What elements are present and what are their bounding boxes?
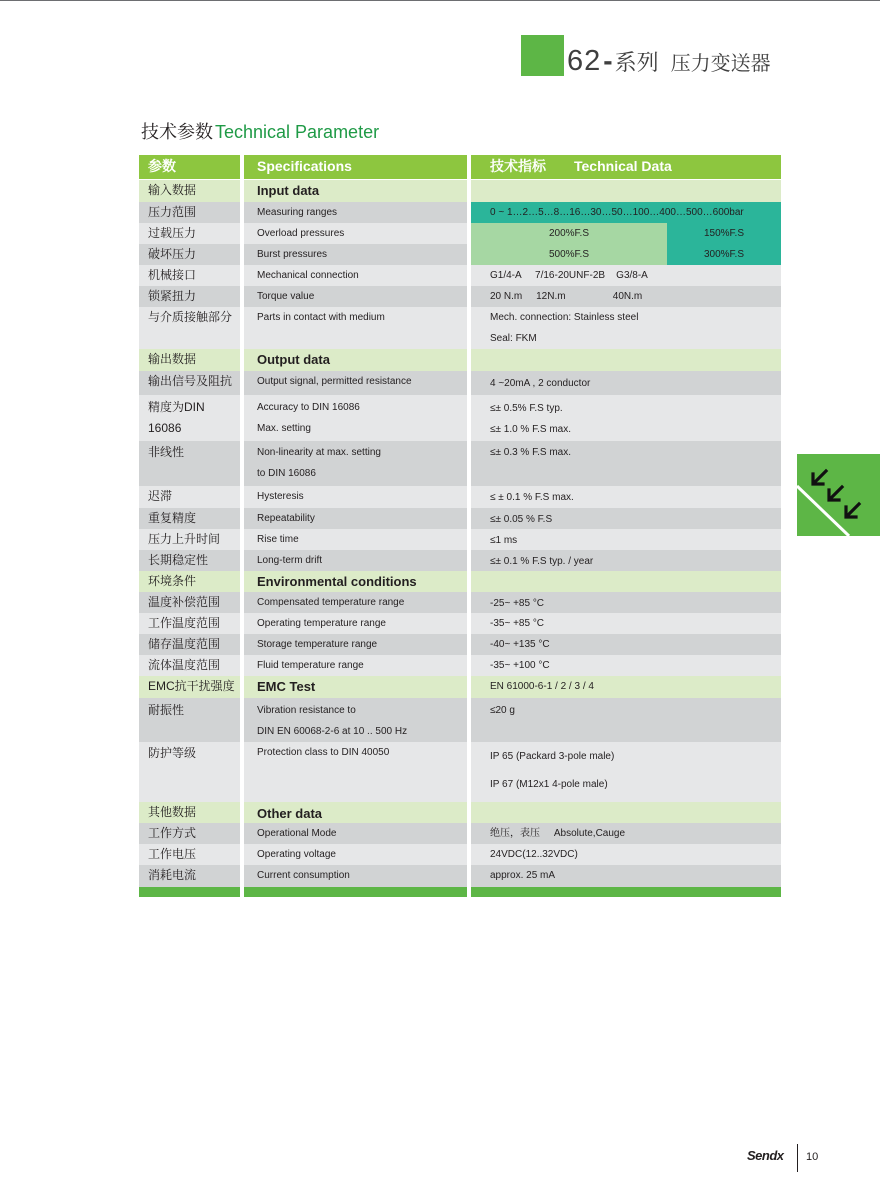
arrows-down-left-icon <box>797 454 880 536</box>
group-label-en: EMC Test <box>244 676 467 698</box>
param-cn: 锁紧扭力 <box>139 286 240 307</box>
param-value: 20 N.m 12N.m 40N.m <box>471 286 781 307</box>
param-value: ≤± 0.1 % F.S typ. / year <box>471 550 781 571</box>
table-row <box>139 486 781 508</box>
param-value: -35~ +100 °C <box>471 655 781 676</box>
table-row <box>139 529 781 550</box>
param-en: Output signal, permitted resistance <box>244 371 467 395</box>
param-en: Hysteresis <box>244 486 467 508</box>
param-cn: 非线性 <box>139 441 240 486</box>
brand-logo: Sendx <box>747 1148 784 1163</box>
param-cn: 防护等级 <box>139 742 240 802</box>
group-label-en: Other data <box>244 802 467 823</box>
param-value <box>471 742 781 802</box>
group-label-cn: 环境条件 <box>139 571 240 592</box>
param-cn: 耐振性 <box>139 698 240 742</box>
param-en-line-2: Max. setting <box>257 423 311 434</box>
param-cn: 过载压力 <box>139 223 240 244</box>
table-row <box>139 592 781 613</box>
param-en: Overload pressures <box>244 223 467 244</box>
header-green-square <box>521 35 564 76</box>
param-value <box>471 307 781 349</box>
technical-table <box>139 155 781 897</box>
param-en-line-1: Accuracy to DIN 16086 <box>257 402 360 413</box>
footer-divider <box>797 1144 798 1172</box>
param-en <box>244 441 467 486</box>
param-cn: 压力上升时间 <box>139 529 240 550</box>
value-segment-a: 500%F.S <box>471 244 667 265</box>
table-row <box>139 307 781 349</box>
group-label-en: Environmental conditions <box>244 571 467 592</box>
param-en: Rise time <box>244 529 467 550</box>
param-value: -40~ +135 °C <box>471 634 781 655</box>
param-en-line-2: DIN EN 60068-2-6 at 10 .. 500 Hz <box>257 726 408 737</box>
section-title-en: Technical Parameter <box>215 122 380 142</box>
param-value: G1/4-A 7/16-20UNF-2B G3/8-A <box>471 265 781 286</box>
header-col-param: 参数 <box>139 155 240 179</box>
group-row-emc <box>139 676 781 698</box>
table-row <box>139 508 781 529</box>
group-label-en: Input data <box>244 180 467 202</box>
param-en: Protection class to DIN 40050 <box>244 742 467 802</box>
table-row <box>139 286 781 307</box>
value-line-2: IP 67 (M12x1 4-pole male) <box>490 779 608 790</box>
param-cn: 工作电压 <box>139 844 240 865</box>
table-row <box>139 698 781 742</box>
param-value <box>471 223 781 244</box>
param-value <box>471 395 781 441</box>
param-value: ≤± 0.05 % F.S <box>471 508 781 529</box>
param-value: 4 ~20mA , 2 conductor <box>471 371 781 395</box>
table-row <box>139 550 781 571</box>
value-line-1: Mech. connection: Stainless steel <box>490 312 639 323</box>
table-row <box>139 655 781 676</box>
series-dash: - <box>603 45 613 76</box>
param-en: Measuring ranges <box>244 202 467 223</box>
table-header-row <box>139 155 781 179</box>
param-en: Repeatability <box>244 508 467 529</box>
table-row <box>139 441 781 486</box>
param-value: -25~ +85 °C <box>471 592 781 613</box>
table-row <box>139 223 781 244</box>
table-footer-bar <box>139 887 781 897</box>
page-number: 10 <box>806 1151 819 1163</box>
top-rule <box>0 0 880 1</box>
value-segment-b: 300%F.S <box>667 244 781 265</box>
param-cn: 迟滞 <box>139 486 240 508</box>
param-value: approx. 25 mA <box>471 865 781 887</box>
param-cn: 破坏压力 <box>139 244 240 265</box>
section-title <box>141 118 379 144</box>
group-value <box>471 571 781 592</box>
series-number: 62 <box>567 45 602 77</box>
param-en: Operating voltage <box>244 844 467 865</box>
page-header-title <box>567 45 771 78</box>
group-label-cn: EMC抗干扰强度 <box>139 676 240 698</box>
param-en: Torque value <box>244 286 467 307</box>
side-tab <box>797 454 880 536</box>
table-row <box>139 742 781 802</box>
param-cn: 输出信号及阻抗 <box>139 371 240 395</box>
table-row <box>139 613 781 634</box>
param-en: Operational Mode <box>244 823 467 844</box>
group-value: EN 61000-6-1 / 2 / 3 / 4 <box>471 676 781 698</box>
param-en: Long-term drift <box>244 550 467 571</box>
value-line-1: ≤± 0.5% F.S typ. <box>490 403 563 414</box>
param-en-line-2: to DIN 16086 <box>257 468 316 479</box>
group-value <box>471 180 781 202</box>
value-line-2: ≤± 1.0 % F.S max. <box>490 424 572 435</box>
range-teal-cell: 0 ~ 1…2…5…8…16…30…50…100…400…500…600bar <box>471 202 781 223</box>
param-cn: 精度为DIN 16086 <box>139 395 240 441</box>
param-cn: 工作温度范围 <box>139 613 240 634</box>
header-col-spec: Specifications <box>244 155 467 179</box>
table-row <box>139 634 781 655</box>
footer-bar-2 <box>244 887 467 897</box>
header-col-data-en: Technical Data <box>574 158 672 174</box>
value-line-1: IP 65 (Packard 3-pole male) <box>490 751 615 762</box>
product-name: 压力变送器 <box>670 53 771 75</box>
param-en: Current consumption <box>244 865 467 887</box>
param-en-line-1: Vibration resistance to <box>257 705 356 716</box>
param-value <box>471 202 781 223</box>
param-cn: 重复精度 <box>139 508 240 529</box>
header-col-data-cn: 技术指标 <box>490 158 546 174</box>
table-row <box>139 244 781 265</box>
section-title-cn: 技术参数 <box>141 122 213 142</box>
param-cn: 工作方式 <box>139 823 240 844</box>
param-en: Parts in contact with medium <box>244 307 467 349</box>
param-en: Operating temperature range <box>244 613 467 634</box>
value-line-2: Seal: FKM <box>490 333 537 344</box>
param-cn: 长期稳定性 <box>139 550 240 571</box>
param-value <box>471 244 781 265</box>
param-en: Fluid temperature range <box>244 655 467 676</box>
param-value: ≤20 g <box>471 698 781 742</box>
param-en <box>244 698 467 742</box>
group-label-cn: 输出数据 <box>139 349 240 371</box>
param-cn: 机械接口 <box>139 265 240 286</box>
value-segment-a: 200%F.S <box>471 223 667 244</box>
footer-bar-1 <box>139 887 240 897</box>
param-cn: 与介质接触部分 <box>139 307 240 349</box>
group-value <box>471 802 781 823</box>
group-label-cn: 输入数据 <box>139 180 240 202</box>
table-row <box>139 202 781 223</box>
footer-bar-3 <box>471 887 781 897</box>
table-row <box>139 395 781 441</box>
param-value: 绝压，表压 Absolute,Cauge <box>471 823 781 844</box>
param-en <box>244 395 467 441</box>
group-row-input <box>139 180 781 202</box>
param-value: ≤1 ms <box>471 529 781 550</box>
param-value: 24VDC(12..32VDC) <box>471 844 781 865</box>
param-cn: 流体温度范围 <box>139 655 240 676</box>
table-row <box>139 823 781 844</box>
series-label: 系列 <box>614 50 659 75</box>
header-col-data <box>471 155 781 179</box>
param-en: Compensated temperature range <box>244 592 467 613</box>
table-row <box>139 371 781 395</box>
table-row <box>139 265 781 286</box>
group-label-en: Output data <box>244 349 467 371</box>
param-value: ≤ ± 0.1 % F.S max. <box>471 486 781 508</box>
param-en: Burst pressures <box>244 244 467 265</box>
group-row-other <box>139 802 781 823</box>
value-segment-b: 150%F.S <box>667 223 781 244</box>
param-en: Storage temperature range <box>244 634 467 655</box>
group-label-cn: 其他数据 <box>139 802 240 823</box>
group-row-environment <box>139 571 781 592</box>
table-row <box>139 865 781 887</box>
param-value: ≤± 0.3 % F.S max. <box>471 441 781 486</box>
param-cn: 温度补偿范围 <box>139 592 240 613</box>
param-cn: 消耗电流 <box>139 865 240 887</box>
table-row <box>139 844 781 865</box>
param-en-line-1: Non-linearity at max. setting <box>257 447 381 458</box>
param-en: Mechanical connection <box>244 265 467 286</box>
group-value <box>471 349 781 371</box>
group-row-output <box>139 349 781 371</box>
param-cn: 压力范围 <box>139 202 240 223</box>
param-cn: 储存温度范围 <box>139 634 240 655</box>
param-value: -35~ +85 °C <box>471 613 781 634</box>
